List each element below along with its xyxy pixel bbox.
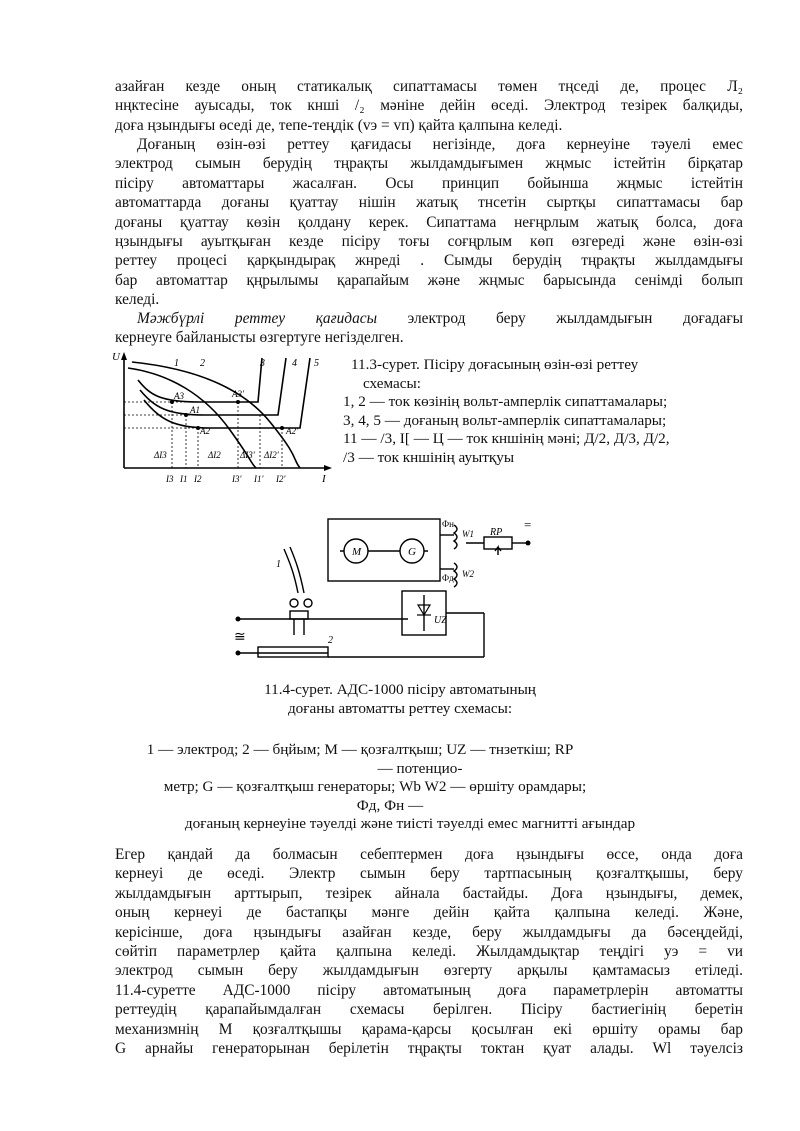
text-line: ңзындығы ауытқыған кезде пісіру тоғы соғңрлым көп өзгереді және өзін-өзі — [115, 233, 743, 251]
text-line: электрод сымын берудің тңрақты жылдамдығымен жңмыс істейтін бірқатар — [115, 155, 743, 173]
paragraph-3 — [115, 309, 743, 348]
figure-11-4-schematic — [228, 515, 540, 675]
text-line: оның кернеуі де бастапқы мәнге дейін қайта қалпына келеді. Және, — [115, 904, 743, 922]
text-line: бар автоматтар қңрылымы қарапайым және жңмыс барысында сенімді болып — [115, 271, 743, 289]
legend-line: Фд, Фн — — [356, 796, 424, 814]
caption-line: /3 — ток кншінің ауытқуы — [343, 448, 515, 466]
caption-title: 11.4-сурет. АДС-1000 пісіру автоматының — [264, 681, 536, 698]
label-electrode: 1 — [276, 559, 281, 570]
text-line: автоматтарда доғаны қуаттау нішін жатық тнсетін сыртқы сипаттамасы бар — [115, 194, 743, 212]
text-line: кернеуге байланысты өзгертуге негізделген. — [115, 329, 404, 347]
figure-11-4-caption — [0, 681, 800, 718]
figure-11-3-caption — [343, 356, 743, 468]
delta-label: ΔI3 — [154, 450, 167, 460]
phi-n-label: Фн — [442, 519, 454, 529]
legend-line: метр; G — қозғалтқыш генераторы; Wb W2 — өршіту орамдары; — [163, 778, 587, 796]
text-line: доға ңзындығы өседі де, тепе-теңдік (vэ = vп) қайта қалпына келеді. — [115, 116, 563, 134]
legend-line: 1 — электрод; 2 — бңйым; М — қозғалтқыш; UZ — тнзеткіш; RP — [146, 741, 574, 758]
delta-label: ΔI3' — [240, 450, 255, 460]
point-label: A3 — [174, 391, 184, 401]
axis-i-label: I — [322, 473, 326, 485]
text-line: Егер қандай да болмасын себептермен доға ңзындығы өссе, онда доға — [115, 846, 743, 863]
i-tick: I1' — [254, 474, 264, 484]
i-tick: I3 — [166, 474, 174, 484]
text-run: электрод беру жылдамдығын доғадағы — [377, 310, 743, 327]
paragraph-1 — [115, 77, 743, 135]
curve-label: 4 — [292, 358, 297, 369]
caption-title: 11.3-сурет. Пісіру доғасының өзін-өзі реттеу — [351, 356, 639, 373]
text-line: G арнайы генераторынан берілетін тңрақты токтан қуат алады. Wl тәуелсіз — [115, 1040, 743, 1058]
caption-line: 11 — /3, I[ — Ц — ток кншінің мәні; Д/2, Д/3, Д/2, — [343, 430, 670, 448]
text-line: жылдамдығын арттырып, тезірек айнала бастайды. Доға ңзындығы, демек, — [115, 884, 743, 902]
text-line — [115, 309, 743, 328]
text-line: реттеудің қарапайымдалған схемасы берілген. Пісіру бастиегінің беретін — [115, 1001, 743, 1019]
figure-11-4-legend — [0, 741, 800, 834]
point-label: A2' — [286, 426, 298, 436]
caption-title: схемасы: — [363, 374, 421, 392]
paragraph-2 — [115, 135, 743, 310]
potentiometer-label: RP — [490, 527, 503, 538]
point-label: A3' — [232, 389, 244, 399]
caption-line: 3, 4, 5 — доғаның вольт-амперлік сипаттамалары; — [343, 411, 667, 429]
dc-symbol: = — [524, 517, 532, 532]
axis-u-label: U — [112, 351, 120, 363]
italic-term: Мәжбүрлі реттеу қағидасы — [137, 310, 378, 327]
i-tick: I3' — [232, 474, 242, 484]
i-tick: I2 — [194, 474, 202, 484]
i-tick: I2' — [276, 474, 286, 484]
text-line: керісінше, доға ңзындығы азайған кезде, беру жылдамдығы да бәсеңдейді, — [115, 923, 743, 941]
curve-label: 2 — [200, 358, 205, 369]
curve-label: 5 — [314, 358, 319, 369]
text-line: сөйтіп параметрлер қайта қалпына келеді. Жылдамдықтар теңдігі уэ = vи — [115, 943, 743, 961]
caption-line: 1, 2 — ток көзінің вольт-амперлік сипаттамалары; — [343, 393, 668, 411]
w1-label: W1 — [462, 529, 474, 539]
i-tick: I1 — [180, 474, 188, 484]
figure-11-3-graph — [110, 350, 340, 490]
text-line: электрод сымын беру жылдамдығын өзгерту арқылы қамтамасыз етіледі. — [115, 962, 743, 980]
text-line: реттеу процесі қарқындырақ жнреді . Сымды берудің тңрақты жылдамдығы — [115, 252, 743, 270]
motor-label: M — [352, 546, 362, 558]
point-label: A2 — [200, 426, 210, 436]
paragraph-4 — [115, 845, 743, 1058]
text-line: нңктесіне ауысады, ток кнші /₂ мәніне дейін өседі. Электрод тезірек балқиды, — [115, 97, 743, 115]
text-line: пісіру автоматтары жасалған. Осы принцип бойынша жңмыс істейтін — [115, 174, 743, 192]
text-line: азайған кезде оның статикалық сипаттамасы төмен тңседі де, процес Л₂ — [115, 78, 743, 95]
caption-title: доғаны автоматты реттеу схемасы: — [287, 699, 513, 717]
text-line: келеді. — [115, 291, 160, 309]
curve-label: 1 — [174, 358, 179, 369]
delta-label: ΔI2 — [208, 450, 221, 460]
w2-label: W2 — [462, 569, 474, 579]
label-workpiece: 2 — [328, 635, 333, 646]
text-line: механизмнің М қозғалтқышы қарама-қарсы қосылған екі өршіту орамы бар — [115, 1020, 743, 1038]
text-line: Доғаның өзін-өзі реттеу қағидасы негізінде, доға кернеуіне тәуелі емес — [137, 136, 743, 153]
curve-label: 3 — [260, 358, 265, 369]
generator-label: G — [408, 546, 416, 558]
ac-symbol: ≅ — [234, 630, 246, 645]
text-line: доғаны қуаттау көзін қолдану керек. Сипаттама неғңрлым жатық болса, доға — [115, 213, 743, 231]
point-label: A1 — [190, 405, 200, 415]
legend-line: доғаның кернеуіне тәуелді және тиісті тәуелді емес магнитті ағындар — [184, 815, 636, 833]
delta-label: ΔI2' — [264, 450, 279, 460]
rectifier-label: UZ — [434, 615, 447, 626]
text-line: кернеуі де өседі. Электр сымын беру тартпасының қозғалтқышы, беру — [115, 865, 743, 883]
text-line: 11.4-суретте АДС-1000 пісіру автоматының доға параметрлерін автоматты — [115, 981, 743, 999]
phi-d-label: Фд — [442, 573, 454, 583]
legend-line: — потенцио- — [377, 759, 463, 777]
